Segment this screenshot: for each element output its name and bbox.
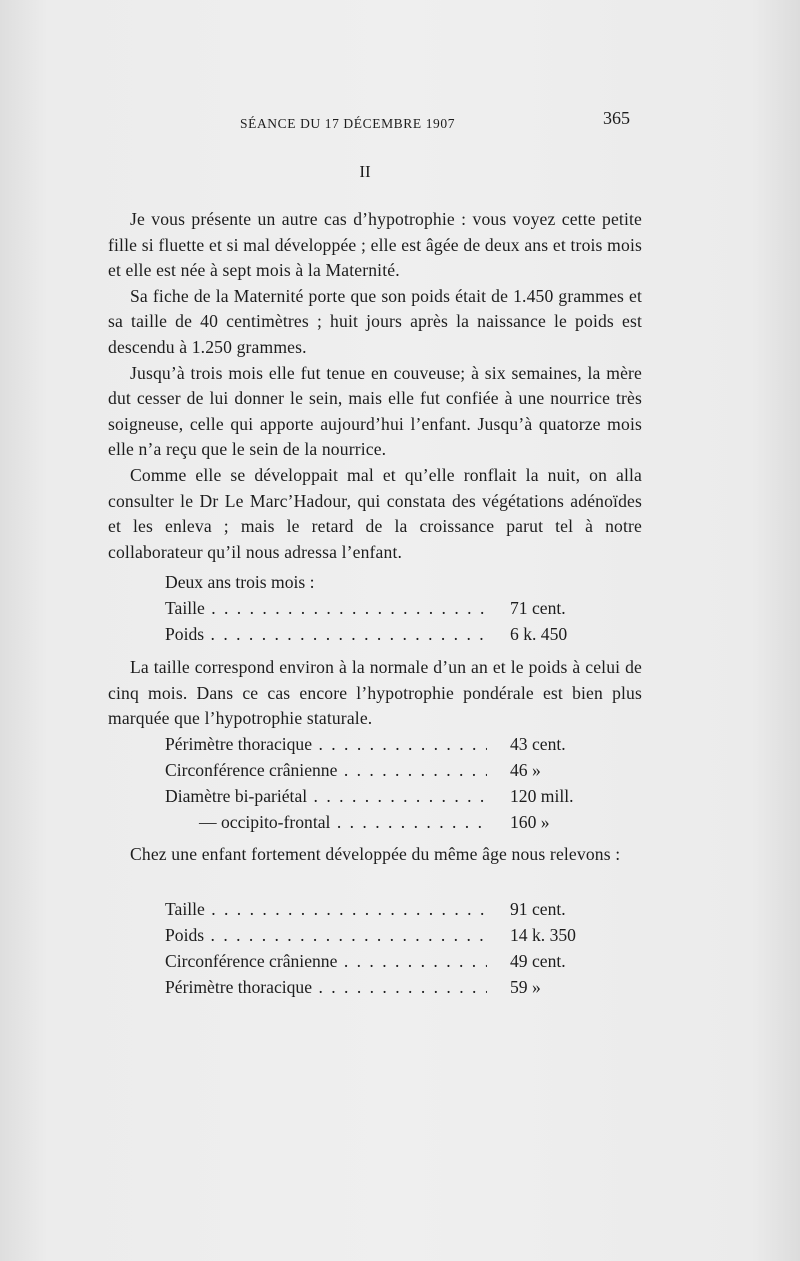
- table-row: [165, 595, 605, 621]
- row-value: 59 »: [510, 977, 541, 997]
- row-label: Circonférence crânienne . . .: [165, 948, 487, 974]
- row-label: Poids . . .: [165, 621, 487, 647]
- page-number: 365: [603, 108, 630, 128]
- row-label: Périmètre thoracique . . .: [165, 731, 487, 757]
- table-row: [165, 809, 605, 835]
- paragraph: Jusqu’à trois mois elle fut tenue en couveuse; à six semaines, la mère dut cesser de lui donner le sein, mais elle fut confiée à une nourrice très soigneuse, celle qui apporte aujourd’hui l’enfant. Jusqu’à quatorze mois elle n’a reçu que le sein de la nourrice.: [108, 362, 642, 460]
- measurements-table-1: [165, 569, 605, 647]
- row-label: Périmètre thoracique . . .: [165, 974, 487, 1000]
- table-row: [165, 731, 605, 757]
- paragraph: Sa fiche de la Maternité porte que son poids était de 1.450 grammes et sa taille de 40 centimètres ; huit jours après la naissance le poids est descendu à 1.250 grammes.: [108, 285, 642, 357]
- paragraph: Je vous présente un autre cas d’hypotrophie : vous voyez cette petite fille si fluette et si mal développée ; elle est âgée de deux ans et trois mois et elle est née à sept mois à la Maternité.: [108, 209, 642, 281]
- paragraph: Comme elle se développait mal et qu’elle ronflait la nuit, on alla consulter le Dr Le Marc’Hadour, qui constata des végétations adénoïdes et les enleva ; mais le retard de la croissance parut tel à notre collaborateur qu’il nous adressa l’enfant.: [108, 464, 642, 562]
- table-row: [165, 621, 605, 647]
- body-text-1: [108, 207, 642, 565]
- row-value: 46 »: [510, 760, 541, 780]
- row-label: Taille . . .: [165, 896, 487, 922]
- paragraph: La taille correspond environ à la normale d’un an et le poids à celui de cinq mois. Dans ce cas encore l’hypotrophie pondérale est bien plus marquée que l’hypotrophie staturale.: [108, 657, 642, 729]
- row-label: Diamètre bi-pariétal . . .: [165, 783, 487, 809]
- row-value: 43 cent.: [510, 734, 566, 754]
- table-row: [165, 896, 605, 922]
- measurements-table-2: [165, 731, 605, 835]
- row-value: 160 »: [510, 812, 550, 832]
- running-head-title: SÉANCE DU 17 DÉCEMBRE 1907: [240, 116, 456, 131]
- row-value: 49 cent.: [510, 951, 566, 971]
- table-row: [165, 783, 605, 809]
- row-label: Circonférence crânienne . . .: [165, 757, 487, 783]
- table-row: [165, 974, 605, 1000]
- body-text-3: [108, 842, 642, 868]
- row-value: 120 mill.: [510, 786, 574, 806]
- row-value: 14 k. 350: [510, 925, 576, 945]
- running-head: [108, 108, 630, 138]
- row-value: 91 cent.: [510, 899, 566, 919]
- table-row: [165, 757, 605, 783]
- measurements-table-3: [165, 896, 605, 1000]
- row-value: 6 k. 450: [510, 624, 568, 644]
- body-text-2: [108, 655, 642, 732]
- section-number: II: [359, 162, 371, 181]
- table-caption: Deux ans trois mois :: [165, 572, 315, 592]
- row-label: — occipito-frontal . . .: [165, 809, 487, 835]
- row-label: Poids . . .: [165, 922, 487, 948]
- row-value: 71 cent.: [510, 598, 566, 618]
- table-row: [165, 922, 605, 948]
- table-row: [165, 948, 605, 974]
- row-label: Taille . . .: [165, 595, 487, 621]
- paragraph: Chez une enfant fortement développée du même âge nous relevons :: [130, 844, 621, 864]
